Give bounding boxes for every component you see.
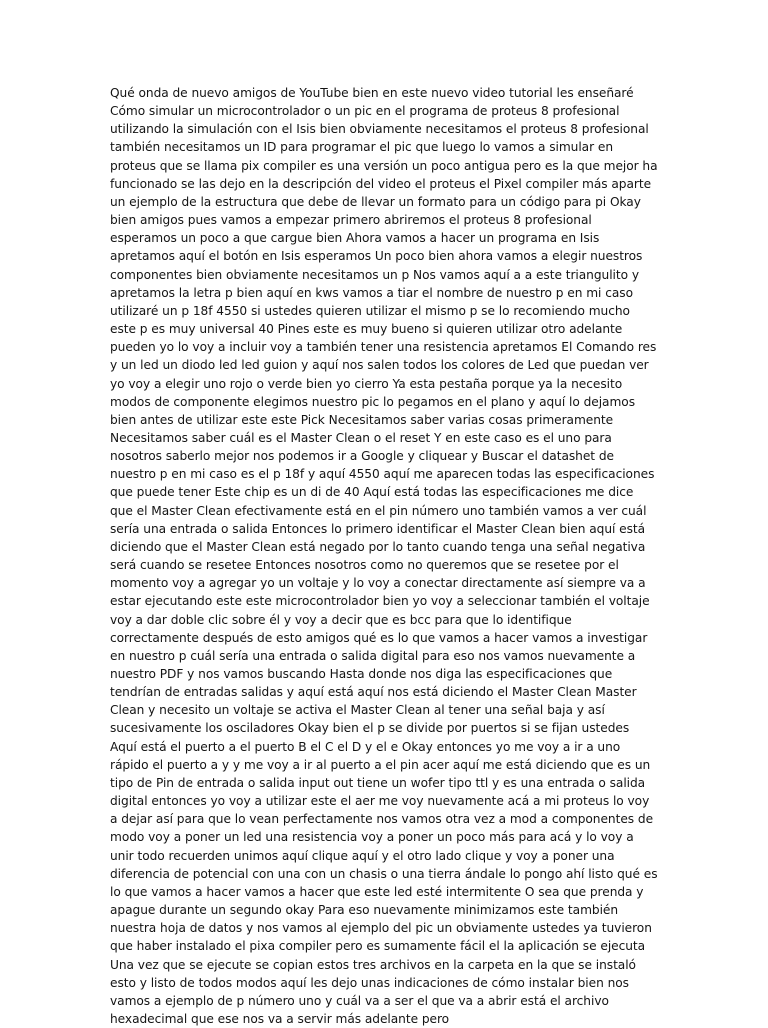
- transcript-paragraph: Qué onda de nuevo amigos de YouTube bien en este nuevo video tutorial les enseñaré Cómo simular un microcontrolador o un pic en el programa de proteus 8 profesional utilizando la simulación con el Isis bien obviamente necesitamos el proteus 8 profesional también necesitamos un ID para programar el pic que luego lo vamos a simular en proteus que se llama pix compiler es una versión un poco antigua pero es la que mejor ha funcionado se las dejo en la descripción del video el proteus el Pixel compiler más aparte un ejemplo de la estructura que debe de llevar un formato para un código para pi Okay bien amigos pues vamos a empezar primero abriremos el proteus 8 profesional esperamos un poco a que cargue bien Ahora vamos a hacer un programa en Isis apretamos aquí el botón en Isis esperamos Un poco bien ahora vamos a elegir nuestros componentes bien obviamente necesitamos un p Nos vamos aquí a a este triangulito y apretamos la letra p bien aquí en kws vamos a tiar el nombre de nuestro p en mi caso utilizaré un p 18f 4550 si ustedes quieren utilizar el mismo p se lo recomiendo mucho este p es muy universal 40 Pines este es muy bueno si quieren utilizar otro adelante pueden yo lo voy a incluir voy a también tener una resistencia apretamos El Comando res y un led un diodo led led guion y aquí nos salen todos los colores de Led que puedan ver yo voy a elegir uno rojo o verde bien yo cierro Ya esta pestaña porque ya la necesito modos de componente elegimos nuestro pic lo pegamos en el plano y aquí lo dejamos bien antes de utilizar este este Pick Necesitamos saber varias cosas primeramente Necesitamos saber cuál es el Master Clean o el reset Y en este caso es el uno para nosotros saberlo mejor nos podemos ir a Google y cliquear y Buscar el datashet de nuestro p en mi caso es el p 18f y aquí 4550 aquí me aparecen todas las especificaciones que puede tener Este chip es un di de 40 Aquí está todas las especificaciones me dice que el Master Clean efectivamente está en el pin número uno también vamos a ver cuál sería una entrada o salida Entonces lo primero identificar el Master Clean bien aquí está diciendo que el Master Clean está negado por lo tanto cuando tenga una señal negativa será cuando se resetee Entonces nosotros como no queremos que se resetee por el momento voy a agregar yo un voltaje y lo voy a conectar directamente así siempre va a estar ejecutando este este microcontrolador bien yo voy a seleccionar también el voltaje voy a dar doble clic sobre él y voy a decir que es bcc para que lo identifique correctamente después de esto amigos qué es lo que vamos a hacer vamos a investigar en nuestro p cuál sería una entrada o salida digital para eso nos vamos nuevamente a nuestro PDF y nos vamos buscando Hasta donde nos diga las especificaciones que tendrían de entradas salidas y aquí está aquí nos está diciendo el Master Clean Master Clean y necesito un voltaje se activa el Master Clean al tener una señal baja y así sucesivamente los osciladores Okay bien el p se divide por puertos si se fijan ustedes Aquí está el puerto a el puerto B el C el D y el e Okay entonces yo me voy a ir a uno rápido el puerto a y y me voy a ir al puerto a el pin acer aquí me está diciendo que es un tipo de Pin de entrada o salida input out tiene un wofer tipo ttl y es una entrada o salida digital entonces yo voy a utilizar este el aer me voy nuevamente acá a mi proteus lo voy a dejar así para que lo vean perfectamente nos vamos otra vez a mod a componentes de modo voy a poner un led una resistencia voy a poner un poco más para acá y lo voy a unir todo recuerden unimos aquí clique aquí y el otro lado clique y voy a poner una diferencia de potencial con una con un chasis o una tierra ándale lo pongo ahí listo qué es lo que vamos a hacer vamos a hacer que este led esté intermitente O sea que prenda y apague durante un segundo okay Para eso nuevamente minimizamos este también nuestra hoja de datos y nos vamos al ejemplo del pic un obviamente ustedes ya tuvieron que haber instalado el pixa compiler pero es sumamente fácil el la aplicación se ejecuta Una vez que se ejecute se copian estos tres archivos en la carpeta en la que se instaló esto y listo de todos modos aquí les dejo unas indicaciones de cómo instalar bien nos vamos a ejemplo de p número uno y cuál va a ser el que va a abrir está el archivo hexadecimal que ese nos va a servir más adelante pero: [110, 86, 658, 1026]
- document-page: [110, 84, 658, 1026]
